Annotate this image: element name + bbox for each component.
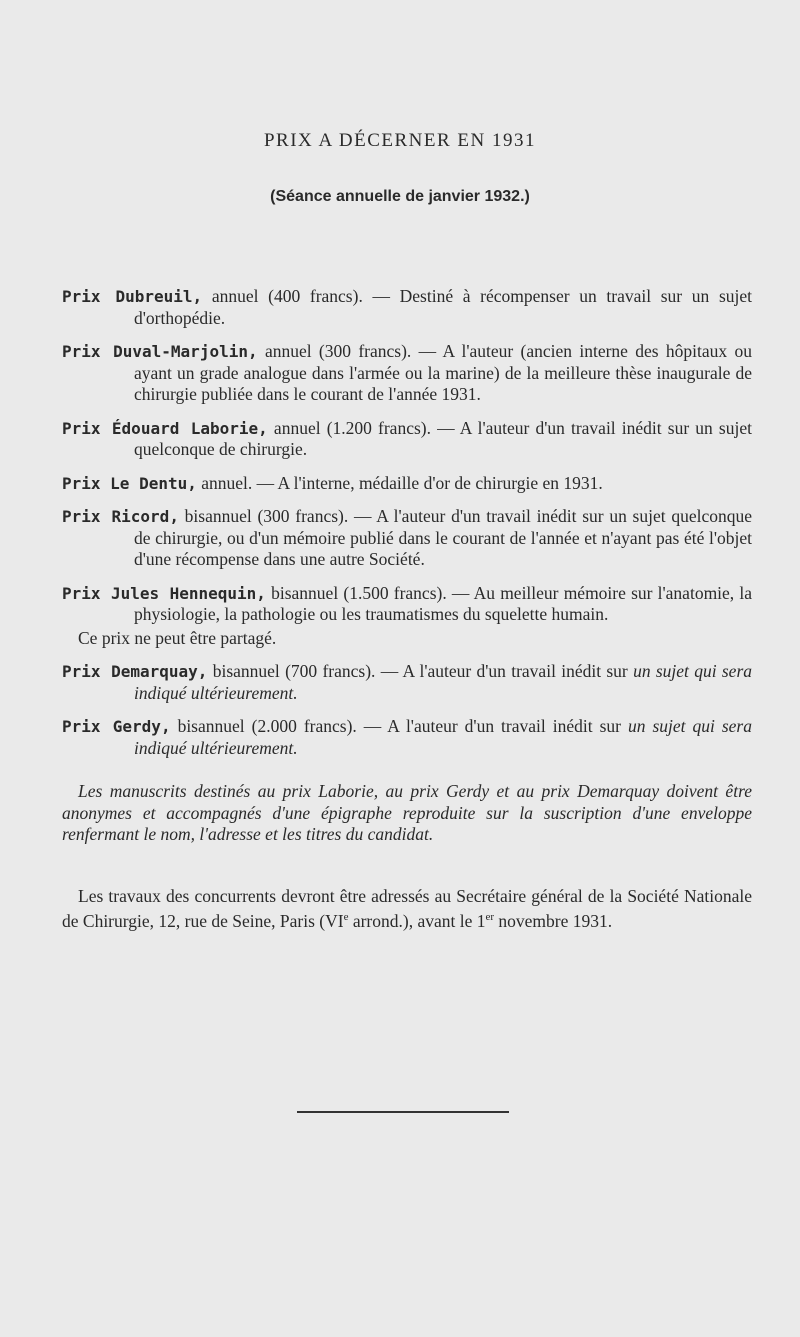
ordinal-superscript: e xyxy=(343,911,349,923)
prize-entry-laborie xyxy=(62,418,752,461)
prize-text: annuel (300 francs). — A l'auteur (ancien interne des hôpitaux ou ayant un grade analogue dans l'armée ou la marine) de la meilleure thèse inaugurale de chirurgie publiée dans le courant de l'année 1931. xyxy=(134,341,752,404)
section-divider xyxy=(297,1111,509,1113)
prize-name: Prix Le Dentu, xyxy=(62,473,197,493)
prize-entry-demarquay xyxy=(62,661,752,704)
prize-note: Ce prix ne peut être partagé. xyxy=(78,627,277,648)
prize-text-italic: un sujet qui sera indiqué ultérieurement. xyxy=(134,661,752,703)
prize-text-italic: un sujet qui sera indiqué ultérieurement. xyxy=(134,716,752,758)
page-subtitle: (Séance annuelle de janvier 1932.) xyxy=(270,188,530,205)
prize-entry-gerdy xyxy=(62,716,752,759)
prize-name: Prix Jules Hennequin, xyxy=(62,583,266,603)
prize-name: Prix Dubreuil, xyxy=(62,287,203,306)
prize-name: Prix Gerdy, xyxy=(62,717,171,736)
prize-text: annuel. — A l'interne, médaille d'or de chirurgie en 1931. xyxy=(196,472,603,493)
ordinal-superscript: er xyxy=(485,911,495,923)
prize-entry-ricord xyxy=(62,506,752,571)
manuscript-instructions: Les manuscrits destinés au prix Laborie, au prix Gerdy et au prix Demarquay doivent être anonymes et accompagnés d'une épigraphe reproduite sur la suscription d'une enveloppe renfermant le nom, l'adresse et les titres du candidat. xyxy=(62,781,752,844)
prize-name: Prix Duval-Marjolin, xyxy=(62,342,258,361)
submission-text-2: arrond.), avant le 1 xyxy=(348,910,486,931)
page-title: PRIX A DÉCERNER EN 1931 xyxy=(263,130,537,151)
prize-entry-duval-marjolin xyxy=(62,341,752,406)
prize-text: annuel (400 francs). — Destiné à récompenser un travail sur un sujet d'orthopédie. xyxy=(134,286,753,328)
prize-name: Prix Demarquay, xyxy=(62,662,208,681)
submission-text-1: Les travaux des concurrents devront être adressés au Secrétaire général de la Société Nationale de Chirurgie, 12, rue de Seine, Paris (VI xyxy=(62,885,752,931)
prize-text: bisannuel (300 francs). — A l'auteur d'un travail inédit sur un sujet quelconque de chirurgie, ou d'un mémoire publié dans le courant de l'année et n'ayant pas été l'objet d'une récompense dans une autre Société. xyxy=(134,506,753,569)
prize-text: bisannuel (1.500 francs). — Au meilleur mémoire sur l'anatomie, la physiologie, la pathologie ou les traumatismes du squelette humain. xyxy=(134,582,752,624)
prize-name: Prix Édouard Laborie, xyxy=(62,418,268,438)
prize-text: annuel (1.200 francs). — A l'auteur d'un travail inédit sur un sujet quelconque de chirurgie. xyxy=(134,417,752,459)
submission-text-3: novembre 1931. xyxy=(494,910,613,931)
prize-list xyxy=(62,286,752,950)
prize-text: bisannuel (700 francs). — A l'auteur d'un travail inédit sur xyxy=(207,661,634,681)
submission-instructions xyxy=(62,886,752,933)
prize-text: bisannuel (2.000 francs). — A l'auteur d'un travail inédit sur xyxy=(170,716,628,736)
prize-entry-hennequin xyxy=(62,583,752,626)
prize-entry-dubreuil xyxy=(62,286,752,329)
prize-entry-le-dentu xyxy=(62,473,752,495)
prize-name: Prix Ricord, xyxy=(62,507,179,526)
